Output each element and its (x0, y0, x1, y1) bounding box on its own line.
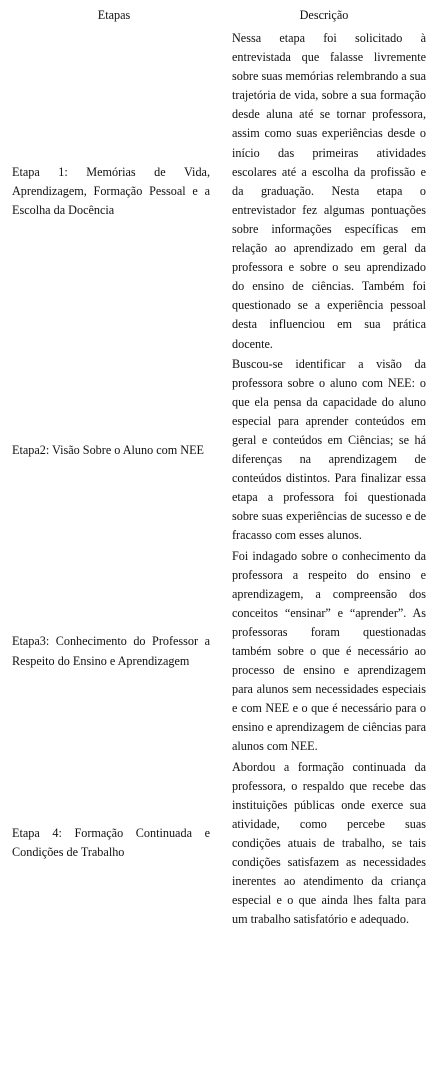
table-header-row (8, 6, 428, 29)
table-row (8, 547, 428, 758)
stages-table (8, 6, 428, 930)
table-row (8, 355, 428, 547)
table-row (8, 29, 428, 355)
description-cell (220, 355, 428, 547)
stage-cell (8, 29, 220, 355)
table-row (8, 758, 428, 931)
stage-cell (8, 547, 220, 758)
stage-4-label: Etapa 4: Formação Continuada e Condições de Trabalho (12, 826, 210, 860)
stage-1-label: Etapa 1: Memórias de Vida, Aprendizagem, Formação Pessoal e a Escolha da Docência (12, 164, 210, 217)
description-cell (220, 758, 428, 931)
stage-3-label: Etapa3: Conhecimento do Professor a Respeito do Ensino e Aprendizagem (12, 634, 210, 668)
stage-cell (8, 355, 220, 547)
stage-2-label: Etapa2: Visão Sobre o Aluno com NEE (12, 442, 204, 457)
header-description: Descrição (299, 8, 349, 22)
stage-cell (8, 758, 220, 931)
stage-2-description: Buscou-se identificar a visão da professora sobre o aluno com NEE: o que ela pensa da capacidade do aluno especial para aprender conteúdos em geral e conteúdos em Ciências; se há diferenças na aprendizagem de conteúdos distintos. Para finalizar essa etapa a professora foi questionada sobre suas experiências de sucesso e de fracasso com esses alunos. (232, 356, 426, 543)
stage-3-description: Foi indagado sobre o conhecimento da professora a respeito do ensino e aprendizagem, a compreensão dos conceitos “ensinar” e “aprender”. As professoras foram questionadas também sobre o que é necessário ao processo de ensino e aprendizagem para alunos sem necessidades especiais e com NEE e o que é necessário para o ensino e aprendizagem de ciências para alunos com NEE. (232, 548, 426, 754)
stage-4-description: Abordou a formação continuada da professora, o respaldo que recebe das instituições públicas onde exerce sua atividade, como percebe suas condições atuais de trabalho, se tais condições satisfazem as necessidades inerentes ao atendimento da criança especial e o que ainda lhes falta para um trabalho satisfatório e adequado. (232, 759, 426, 927)
stage-1-description: Nessa etapa foi solicitado à entrevistada que falasse livremente sobre suas memórias relembrando a sua trajetória de vida, sobre a sua formação desde aluna até se tornar professora, assim como suas experiências desde o início das primeiras atividades escolares até a escolha da profissão e da graduação. Nesta etapa o entrevistador fez algumas pontuações sobre informações específicas em relação ao aprendizado em geral da professora e sobre o seu aprendizado do ensino de ciências. Também foi questionado se a experiência pessoal desta influenciou em sua prática docente. (232, 31, 426, 351)
header-stages: Etapas (97, 8, 131, 22)
description-cell (220, 29, 428, 355)
description-cell (220, 547, 428, 758)
